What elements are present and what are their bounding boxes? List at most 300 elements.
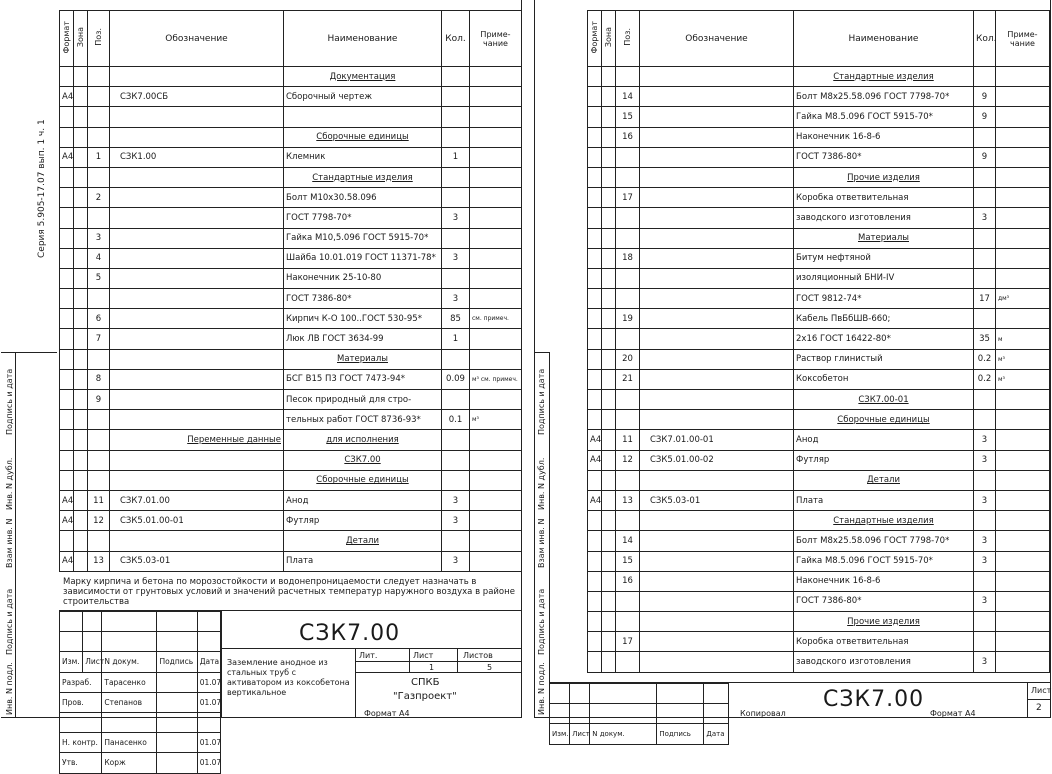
format-cell xyxy=(588,551,602,571)
document-code-2: СЗК7.00 xyxy=(823,687,925,712)
quantity-cell: 3 xyxy=(974,591,996,611)
name-cell: Детали xyxy=(284,531,442,551)
name-cell: Материалы xyxy=(284,349,442,369)
zone-cell xyxy=(74,470,88,490)
header-pos: Поз. xyxy=(616,11,640,67)
note-cell xyxy=(996,87,1050,107)
header-zone: Зона xyxy=(602,11,616,67)
quantity-cell: 3 xyxy=(974,551,996,571)
header-format: Формат xyxy=(60,11,74,67)
document-title: Заземление анодное из стальных труб с активатором из коксобетона вертикальное xyxy=(227,658,350,697)
format-cell xyxy=(60,208,74,228)
note-cell xyxy=(996,551,1050,571)
position-cell xyxy=(88,208,110,228)
quantity-cell: 3 xyxy=(974,490,996,510)
designation-cell xyxy=(640,511,794,531)
table-row xyxy=(588,652,1050,672)
designation-cell xyxy=(640,248,794,268)
format-cell xyxy=(588,652,602,672)
quantity-cell xyxy=(442,268,470,288)
format-cell: A4 xyxy=(588,430,602,450)
format-cell xyxy=(588,571,602,591)
name-cell: Сборочный чертеж xyxy=(284,87,442,107)
zone-cell xyxy=(602,67,616,87)
table-row xyxy=(588,490,1050,510)
note-cell xyxy=(996,67,1050,87)
zone-cell xyxy=(602,309,616,329)
note-cell xyxy=(470,127,522,147)
quantity-cell xyxy=(442,167,470,187)
table-row xyxy=(588,531,1050,551)
position-cell: 7 xyxy=(88,329,110,349)
position-cell xyxy=(616,591,640,611)
designation-cell: СЗК1.00 xyxy=(110,147,284,167)
note-cell: см. примеч. xyxy=(470,309,522,329)
sheet2-value: 2 xyxy=(1036,703,1042,713)
position-cell xyxy=(88,470,110,490)
position-cell: 3 xyxy=(88,228,110,248)
zone-cell xyxy=(602,612,616,632)
spec-sheet-2 xyxy=(534,0,1052,738)
table-row xyxy=(588,268,1050,288)
zone-cell xyxy=(74,450,88,470)
name-cell: ГОСТ 7798-70* xyxy=(284,208,442,228)
note-cell xyxy=(996,470,1050,490)
name-cell: 2х16 ГОСТ 16422-80* xyxy=(794,329,974,349)
zone-cell xyxy=(602,551,616,571)
format-cell: A4 xyxy=(588,450,602,470)
table-row xyxy=(60,248,522,268)
sheet1-sidebar xyxy=(1,0,57,717)
zone-cell xyxy=(602,127,616,147)
format-cell xyxy=(60,430,74,450)
format-cell xyxy=(588,612,602,632)
note-cell: м³ xyxy=(996,369,1050,389)
position-cell xyxy=(616,268,640,288)
zone-cell xyxy=(602,167,616,187)
position-cell: 17 xyxy=(616,188,640,208)
position-cell: 20 xyxy=(616,349,640,369)
designation-cell xyxy=(110,450,284,470)
quantity-cell xyxy=(974,571,996,591)
designation-cell xyxy=(110,289,284,309)
name-cell: СЗК7.00 xyxy=(284,450,442,470)
quantity-cell xyxy=(442,107,470,127)
quantity-cell xyxy=(974,511,996,531)
spec-table-1 xyxy=(59,10,522,572)
title-block-2-cols: Изм. Лист N докум. Подпись Дата xyxy=(550,724,729,744)
header-format: Формат xyxy=(588,11,602,67)
zone-cell xyxy=(74,188,88,208)
name-cell: Футляр xyxy=(794,450,974,470)
note-cell xyxy=(996,309,1050,329)
quantity-cell xyxy=(442,450,470,470)
sidebar2-field-inv: Инв. N подл. xyxy=(537,662,546,715)
quantity-cell: 3 xyxy=(442,248,470,268)
quantity-cell: 3 xyxy=(974,450,996,470)
table-row xyxy=(60,369,522,389)
person-row: Разраб. Тарасенко 01.07 xyxy=(60,672,221,692)
format-cell xyxy=(588,410,602,430)
note-cell xyxy=(470,490,522,510)
spec-sheet-1 xyxy=(1,0,522,768)
designation-cell xyxy=(110,309,284,329)
header-qty: Кол. xyxy=(974,11,996,67)
note-cell xyxy=(470,147,522,167)
format-cell: A4 xyxy=(60,511,74,531)
zone-cell xyxy=(602,470,616,490)
table-row xyxy=(60,228,522,248)
quantity-cell xyxy=(442,67,470,87)
note-cell xyxy=(996,167,1050,187)
position-cell xyxy=(616,228,640,248)
designation-cell xyxy=(640,632,794,652)
quantity-cell xyxy=(442,87,470,107)
name-cell: ГОСТ 7386-80* xyxy=(794,591,974,611)
position-cell xyxy=(88,127,110,147)
designation-cell xyxy=(640,208,794,228)
quantity-cell xyxy=(442,531,470,551)
position-cell xyxy=(616,208,640,228)
note-cell xyxy=(996,450,1050,470)
note-cell xyxy=(996,511,1050,531)
designation-cell: СЗК5.01.00-02 xyxy=(640,450,794,470)
format-cell xyxy=(588,329,602,349)
zone-cell xyxy=(74,551,88,571)
zone-cell xyxy=(74,107,88,127)
table-row xyxy=(60,289,522,309)
designation-cell xyxy=(640,369,794,389)
table-row xyxy=(60,87,522,107)
format-cell: A4 xyxy=(60,87,74,107)
position-cell: 2 xyxy=(88,188,110,208)
format-cell xyxy=(60,329,74,349)
designation-cell xyxy=(640,147,794,167)
designation-cell xyxy=(110,349,284,369)
note-cell xyxy=(470,470,522,490)
note-cell xyxy=(996,410,1050,430)
format-cell xyxy=(588,127,602,147)
quantity-cell xyxy=(442,127,470,147)
table-row xyxy=(588,208,1050,228)
format-cell xyxy=(588,248,602,268)
table-header xyxy=(588,11,1050,67)
org-project: "Газпроект" xyxy=(393,691,457,702)
sidebar-field-dup: Инв. N дубл. xyxy=(5,457,14,510)
designation-cell xyxy=(110,248,284,268)
name-cell: Шайба 10.01.019 ГОСТ 11371-78* xyxy=(284,248,442,268)
name-cell: Гайка М8.5.096 ГОСТ 5915-70* xyxy=(794,551,974,571)
designation-cell xyxy=(640,571,794,591)
name-cell: Сборочные единицы xyxy=(794,410,974,430)
position-cell: 15 xyxy=(616,551,640,571)
designation-cell: СЗК7.00СБ xyxy=(110,87,284,107)
note-cell xyxy=(996,107,1050,127)
quantity-cell: 3 xyxy=(442,551,470,571)
designation-cell xyxy=(640,591,794,611)
table-row xyxy=(60,147,522,167)
format-cell xyxy=(588,349,602,369)
designation-cell: СЗК5.03-01 xyxy=(640,490,794,510)
org-name: СПКБ xyxy=(411,677,440,688)
zone-cell xyxy=(74,390,88,410)
format-cell xyxy=(588,531,602,551)
name-cell: Плата xyxy=(794,490,974,510)
designation-cell xyxy=(640,309,794,329)
quantity-cell xyxy=(974,188,996,208)
note-cell xyxy=(470,67,522,87)
quantity-cell: 3 xyxy=(974,208,996,228)
designation-cell: СЗК5.03-01 xyxy=(110,551,284,571)
quantity-cell xyxy=(442,430,470,450)
designation-cell xyxy=(640,167,794,187)
position-cell xyxy=(88,430,110,450)
position-cell: 1 xyxy=(88,147,110,167)
designation-cell xyxy=(110,329,284,349)
name-cell: Болт М10х30.58.096 xyxy=(284,188,442,208)
table-row xyxy=(60,531,522,551)
table-row xyxy=(588,571,1050,591)
table-row xyxy=(588,511,1050,531)
note-cell xyxy=(996,652,1050,672)
format-cell xyxy=(588,470,602,490)
designation-cell xyxy=(110,167,284,187)
title-block-signatures xyxy=(59,611,221,774)
zone-cell xyxy=(74,208,88,228)
name-cell: Анод xyxy=(794,430,974,450)
zone-cell xyxy=(74,490,88,510)
designation-cell xyxy=(640,268,794,288)
header-name: Наименование xyxy=(794,11,974,67)
position-cell xyxy=(616,511,640,531)
quantity-cell xyxy=(974,309,996,329)
format-cell xyxy=(588,208,602,228)
format-cell xyxy=(60,369,74,389)
table-row xyxy=(588,188,1050,208)
table-row xyxy=(60,511,522,531)
table-row xyxy=(60,490,522,510)
table-row xyxy=(60,470,522,490)
position-cell xyxy=(616,410,640,430)
header-zone: Зона xyxy=(74,11,88,67)
position-cell: 9 xyxy=(88,390,110,410)
table-row xyxy=(588,390,1050,410)
table-row xyxy=(588,470,1050,490)
position-cell xyxy=(616,470,640,490)
zone-cell xyxy=(74,268,88,288)
format-cell xyxy=(588,309,602,329)
note-cell xyxy=(996,490,1050,510)
quantity-cell: 0.2 xyxy=(974,369,996,389)
designation-cell xyxy=(640,390,794,410)
person-row: Н. контр. Панасенко 01.07 xyxy=(60,733,221,753)
sidebar-field-replace: Взам инв. N xyxy=(5,518,14,568)
position-cell xyxy=(88,349,110,369)
note-cell: м³ xyxy=(996,349,1050,369)
quantity-cell: 1 xyxy=(442,147,470,167)
format-cell xyxy=(60,309,74,329)
name-cell: Гайка М8.5.096 ГОСТ 5915-70* xyxy=(794,107,974,127)
name-cell: заводского изготовления xyxy=(794,208,974,228)
position-cell: 18 xyxy=(616,248,640,268)
format-cell: A4 xyxy=(60,147,74,167)
position-cell: 13 xyxy=(88,551,110,571)
table-row xyxy=(588,228,1050,248)
zone-cell xyxy=(602,349,616,369)
position-cell: 11 xyxy=(616,430,640,450)
format-cell xyxy=(60,268,74,288)
position-cell: 17 xyxy=(616,632,640,652)
designation-cell xyxy=(640,652,794,672)
quantity-cell xyxy=(442,470,470,490)
note-cell xyxy=(470,511,522,531)
note-cell xyxy=(470,450,522,470)
position-cell: 14 xyxy=(616,531,640,551)
name-cell: Наконечник 25-10-80 xyxy=(284,268,442,288)
sheet1-note: Марку кирпича и бетона по морозостойкости и водонепроницаемости следует назначать в зависимости от грунтовых условий и значений расчетных температур наружного воздуха в районе строительства xyxy=(63,577,515,607)
format-cell xyxy=(60,450,74,470)
designation-cell xyxy=(640,107,794,127)
table-row xyxy=(588,612,1050,632)
quantity-cell xyxy=(974,470,996,490)
position-cell: 13 xyxy=(616,490,640,510)
quantity-cell xyxy=(974,632,996,652)
format-cell xyxy=(588,390,602,410)
designation-cell xyxy=(640,228,794,248)
note-cell: м³ см. примеч. xyxy=(470,369,522,389)
name-cell: Раствор глинистый xyxy=(794,349,974,369)
table-row xyxy=(60,127,522,147)
note-cell xyxy=(470,430,522,450)
note-cell: м xyxy=(996,329,1050,349)
name-cell: ГОСТ 7386-80* xyxy=(794,147,974,167)
name-cell: Битум нефтяной xyxy=(794,248,974,268)
position-cell xyxy=(616,289,640,309)
note-cell xyxy=(996,147,1050,167)
position-cell xyxy=(88,410,110,430)
note-cell xyxy=(470,268,522,288)
zone-cell xyxy=(602,531,616,551)
note-cell xyxy=(996,268,1050,288)
quantity-cell: 35 xyxy=(974,329,996,349)
designation-cell: СЗК7.01.00-01 xyxy=(640,430,794,450)
zone-cell xyxy=(74,531,88,551)
name-cell: Стандартные изделия xyxy=(794,511,974,531)
zone-cell xyxy=(602,571,616,591)
quantity-cell: 0.2 xyxy=(974,349,996,369)
designation-cell xyxy=(640,410,794,430)
format-cell xyxy=(60,167,74,187)
position-cell xyxy=(88,289,110,309)
zone-cell xyxy=(602,450,616,470)
format-cell xyxy=(588,228,602,248)
name-cell: Анод xyxy=(284,490,442,510)
format-cell xyxy=(588,632,602,652)
quantity-cell xyxy=(974,612,996,632)
table-row xyxy=(60,349,522,369)
note-cell xyxy=(470,248,522,268)
quantity-cell: 3 xyxy=(974,652,996,672)
name-cell xyxy=(284,107,442,127)
position-cell xyxy=(616,612,640,632)
zone-cell xyxy=(74,309,88,329)
quantity-cell: 3 xyxy=(974,430,996,450)
sidebar2-field-dup: Инв. N дубл. xyxy=(537,457,546,510)
table-row xyxy=(60,208,522,228)
table-row xyxy=(588,167,1050,187)
note-cell xyxy=(470,531,522,551)
header-designation: Обозначение xyxy=(640,11,794,67)
zone-cell xyxy=(602,591,616,611)
quantity-cell xyxy=(974,228,996,248)
zone-cell xyxy=(602,430,616,450)
format-cell xyxy=(588,107,602,127)
quantity-cell: 3 xyxy=(442,289,470,309)
name-cell: ГОСТ 9812-74* xyxy=(794,289,974,309)
name-cell: Наконечник 16-8-6 xyxy=(794,127,974,147)
designation-cell xyxy=(640,470,794,490)
format-cell xyxy=(588,147,602,167)
quantity-cell: 0.09 xyxy=(442,369,470,389)
table-row xyxy=(60,268,522,288)
name-cell: СЗК7.00-01 xyxy=(794,390,974,410)
note-cell xyxy=(470,228,522,248)
designation-cell xyxy=(640,87,794,107)
note-cell xyxy=(470,390,522,410)
sheet-label: Лист xyxy=(413,651,434,660)
format-cell xyxy=(588,87,602,107)
title-block-2 xyxy=(549,682,1052,738)
name-cell: Кирпич К-О 100..ГОСТ 530-95* xyxy=(284,309,442,329)
designation-cell xyxy=(640,531,794,551)
zone-cell xyxy=(602,369,616,389)
sidebar2-field-sign1: Подпись и дата xyxy=(537,588,546,655)
format-cell xyxy=(588,188,602,208)
designation-cell xyxy=(110,268,284,288)
name-cell: Документация xyxy=(284,67,442,87)
name-cell: Песок природный для стро- xyxy=(284,390,442,410)
table-row xyxy=(60,450,522,470)
name-cell: БСГ В15 П3 ГОСТ 7473-94* xyxy=(284,369,442,389)
table-row xyxy=(588,127,1050,147)
note-cell xyxy=(996,248,1050,268)
name-cell: Материалы xyxy=(794,228,974,248)
name-cell: изоляционный БНИ-IV xyxy=(794,268,974,288)
zone-cell xyxy=(602,632,616,652)
note-cell xyxy=(996,612,1050,632)
zone-cell xyxy=(74,147,88,167)
designation-cell xyxy=(640,188,794,208)
designation-cell xyxy=(640,612,794,632)
position-cell xyxy=(616,390,640,410)
designation-cell xyxy=(110,208,284,228)
quantity-cell: 3 xyxy=(442,511,470,531)
zone-cell xyxy=(602,228,616,248)
table-row xyxy=(588,551,1050,571)
format-cell: A4 xyxy=(60,551,74,571)
zone-cell xyxy=(74,329,88,349)
name-cell: Болт М8х25.58.096 ГОСТ 7798-70* xyxy=(794,531,974,551)
quantity-cell xyxy=(974,248,996,268)
format-cell xyxy=(60,228,74,248)
name-cell: Стандартные изделия xyxy=(284,167,442,187)
name-cell: Плата xyxy=(284,551,442,571)
position-cell xyxy=(88,67,110,87)
designation-cell xyxy=(110,127,284,147)
name-cell: Прочие изделия xyxy=(794,612,974,632)
designation-cell xyxy=(110,531,284,551)
header-designation: Обозначение xyxy=(110,11,284,67)
